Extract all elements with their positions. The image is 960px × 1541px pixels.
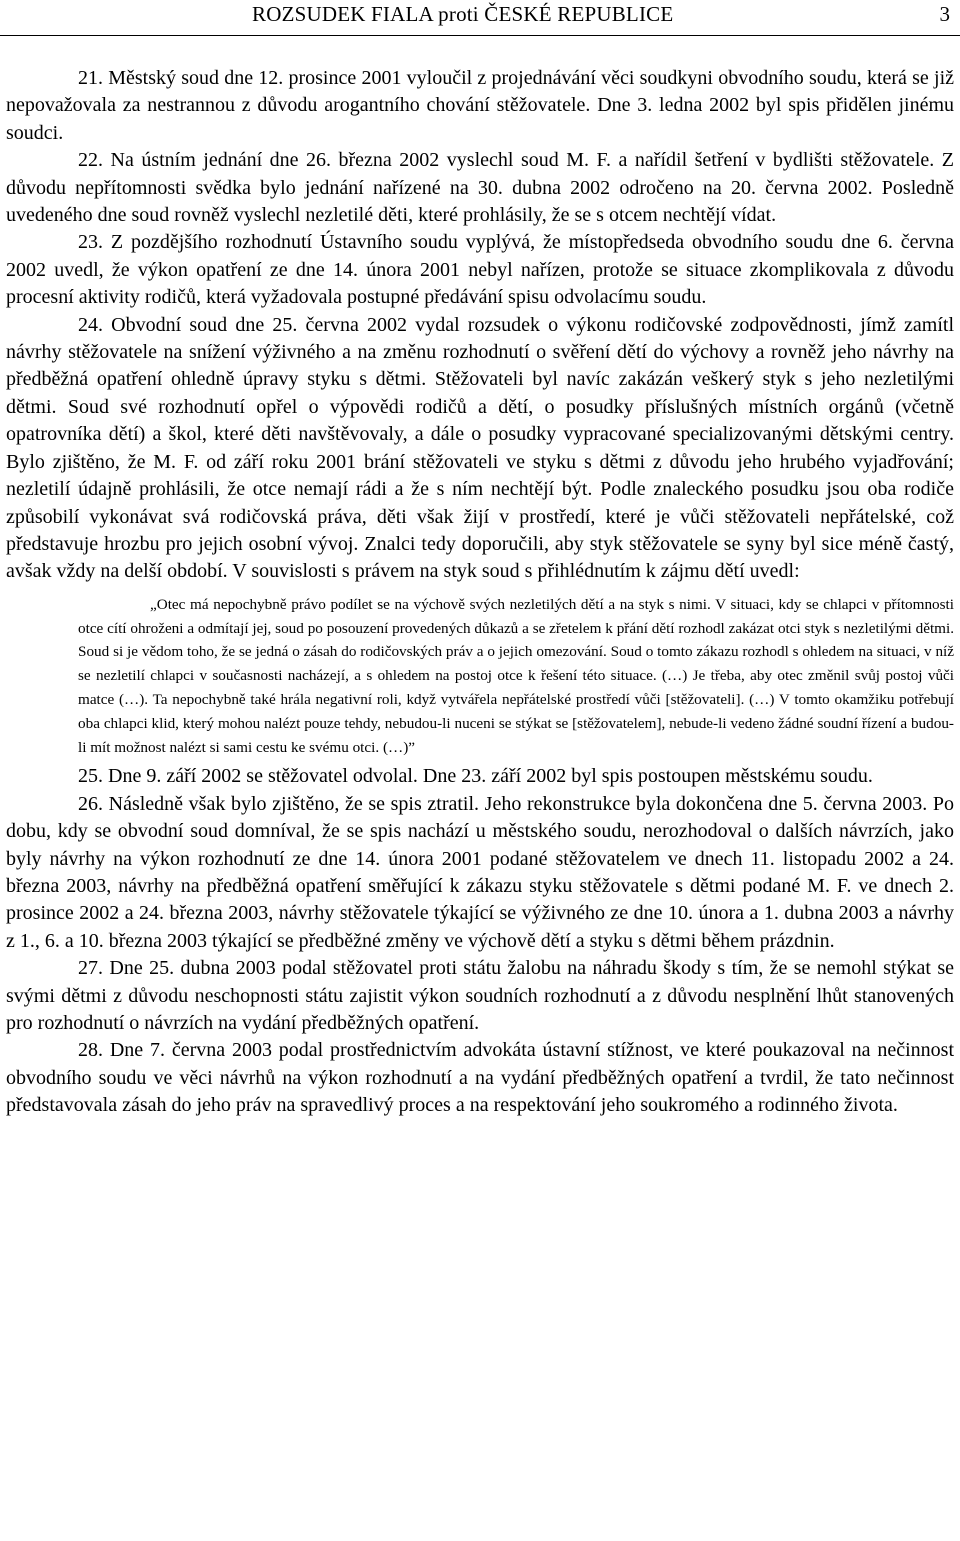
document-body [6, 65, 954, 1120]
court-quote: „Otec má nepochybně právo podílet se na výchově svých nezletilých dětí a na styk s nimi. V situaci, kdy se chlapci v přítomnosti otce cítí ohroženi a odmítají jej, soud po posouzení provedených důkazů a se zřetelem k přání dětí rozhodl zakázat otci styk s nezletilými dětmi. Soud si je vědom toho, že se jedná o zásah do rodičovských práv a o jejich omezování. Soud o tomto zákazu rozhodl s ohledem na situaci, v níž se nezletilí chlapci v současnosti nacházejí, a s ohledem na postoj otce k řešení této situace. (…) Je třeba, aby otec změnil svůj postoj vůči matce (…). Ta nepochybně také hrála negativní roli, když vytvářela nepřátelské prostředí vůči [stěžovateli]. (…) V tomto okamžiku potřebují oba chlapci klid, který mohou nalézt pouze tehdy, nebudou-li nuceni se stýkat se [stěžovatelem], nebude-li vedeno žádné soudní řízení a budou-li mít možnost nalézt si sami cestu ke svému otci. (…)” [78, 595, 954, 756]
paragraph-22: 22. Na ústním jednání dne 26. března 2002 vyslechl soud M. F. a nařídil šetření v bydlišti stěžovatele. Z důvodu nepřítomnosti svědka bylo jednání nařízené na 30. dubna 2002 odročeno na 20. června 2002. Posledně uvedeného dne soud rovněž vyslechl nezletilé děti, které prohlásily, že se s otcem nechtějí vídat. [6, 149, 954, 227]
paragraph-26: 26. Následně však bylo zjištěno, že se spis ztratil. Jeho rekonstrukce byla dokončena dne 5. června 2003. Po dobu, kdy se obvodní soud domníval, že se spis nachází u městského soudu, nerozhodoval o dalších návrzích, jako byly návrhy na výkon rozhodnutí ze dne 14. února 2001 podané stěžovatelem ve dnech 11. listopadu 2002 a 24. března 2003, návrhy na předběžná opatření směřující k zákazu styku stěžovatele s dětmi podané M. F. ve dnech 2. prosince 2002 a 24. března 2003, návrhy stěžovatele týkající se výživného ze dne 10. února a 1. dubna 2003 a návrhy z 1., 6. a 10. března 2003 týkající se předběžné změny ve výchově dětí a styku s dětmi během prázdnin. [6, 792, 954, 952]
paragraph-21: 21. Městský soud dne 12. prosince 2001 vyloučil z projednávání věci soudkyni obvodního soudu, která se již nepovažovala za nestrannou z důvodu arogantního chování stěžovatele. Dne 3. ledna 2002 byl spis přidělen jinému soudci. [6, 67, 954, 144]
paragraph-27: 27. Dne 25. dubna 2003 podal stěžovatel proti státu žalobu na náhradu škody s tím, že se nemohl stýkat se svými dětmi z důvodu neschopnosti státu zajistit výkon soudních rozhodnutí a z důvodu nesplnění lhůt stanovených pro rozhodnutí o návrzích na vydání předběžných opatření. [6, 957, 954, 1034]
page-number: 3 [939, 2, 950, 26]
paragraph-25: 25. Dne 9. září 2002 se stěžovatel odvolal. Dne 23. září 2002 byl spis postoupen městskému soudu. [78, 765, 873, 788]
paragraph-23: 23. Z pozdějšího rozhodnutí Ústavního soudu vyplývá, že místopředseda obvodního soudu dne 6. června 2002 uvedl, že výkon opatření ze dne 14. února 2001 nebyl nařízen, protože se situace zkomplikovala z důvodu procesní aktivity rodičů, která vyžadovala postupné předávání spisu odvolacímu soudu. [6, 231, 954, 309]
running-header [0, 0, 960, 36]
paragraph-24: 24. Obvodní soud dne 25. června 2002 vydal rozsudek o výkonu rodičovské zodpovědnosti, jímž zamítl návrhy stěžovatele na snížení výživného a na změnu rozhodnutí o svěření dětí do výchovy a rovněž jeho návrhy na předběžná opatření ohledně úpravy styku s dětmi. Stěžovateli byl navíc zakázán veškerý styk s jeho nezletilými dětmi. Soud své rozhodnutí opřel o výpovědi rodičů a dětí, o posudky příslušných místních orgánů (včetně opatrovníka dětí) a škol, které děti navštěvovaly, a dále o posudky vypracované specializovanými dětskými centry. Bylo zjištěno, že M. F. od září roku 2001 brání stěžovateli ve styku s dětmi z důvodu jeho hrubého vyjadřování; nezletilí údajně prohlásili, že otce nemají rádi a že s ním nechtějí být. Podle znaleckého posudku jsou oba rodiče způsobilí vykonávat svá rodičovská práva, děti však žijí v prostředí, které je vůči stěžovateli nepřátelské, což představuje hrozbu pro jejich osobní vývoj. Znalci tedy doporučili, aby styk stěžovatele se syny byl sice méně častý, avšak vždy na delší období. V souvislosti s právem na styk soud s přihlédnutím k zájmu dětí uvedl: [6, 313, 954, 583]
header-title: ROZSUDEK FIALA proti ČESKÉ REPUBLICE [252, 2, 674, 26]
paragraph-28: 28. Dne 7. června 2003 podal prostřednictvím advokáta ústavní stížnost, ve které poukazoval na nečinnost obvodního soudu ve věci návrhů na výkon rozhodnutí a na vydání předběžných opatření a tvrdil, že tato nečinnost představovala zásah do jeho práv na spravedlivý proces a na respektování jeho soukromého a rodinného života. [6, 1039, 954, 1117]
